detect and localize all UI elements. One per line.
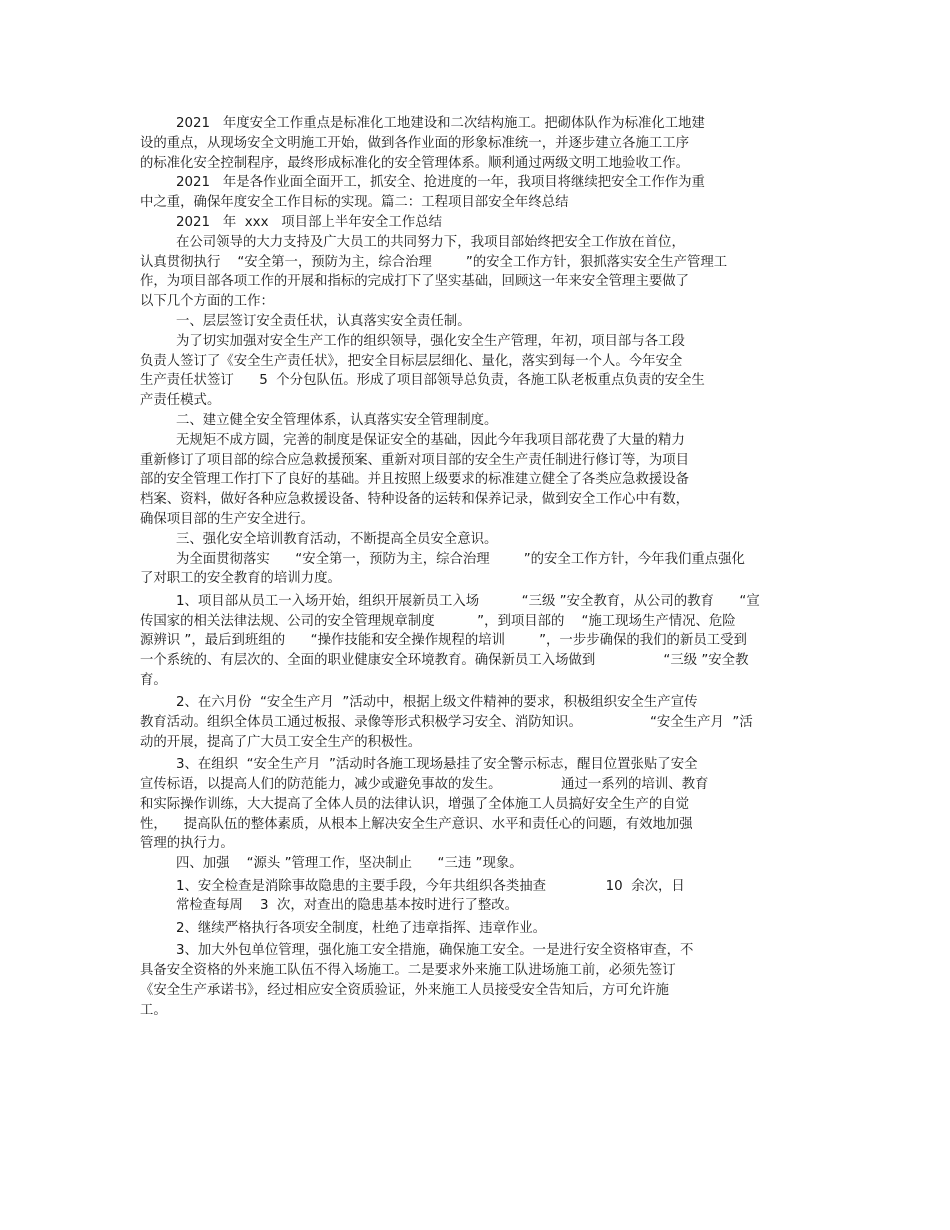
document-line: 了对职工的安全教育的培训力度。 xyxy=(140,571,341,587)
document-line: 2、在六月份 “安全生产月 ”活动中，根据上级文件精神的要求，积极组织安全生产宣传 xyxy=(176,695,698,711)
document-line: 部的安全管理工作打下了良好的基础。并且按照上级要求的标准建立健全了各类应急救援设备 xyxy=(140,472,690,488)
document-line: 3、加大外包单位管理，强化施工安全措施，确保施工安全。一是进行安全资格审查，不 xyxy=(176,943,694,959)
document-line: 负责人签订了《安全生产责任状》，把安全目标层层细化、量化，落实到每一个人。今年安全 xyxy=(140,353,683,369)
document-line: 具备安全资格的外来施工队伍不得入场施工。二是要求外来施工队进场施工前，必须先签订 xyxy=(140,963,676,979)
document-line: 管理的执行力。 xyxy=(140,836,234,852)
document-line: 作，为项目部各项工作的开展和指标的完成打下了坚实基础，回顾这一年来安全管理主要做了 xyxy=(140,274,690,290)
document-line: 1、项目部从员工一入场开始，组织开展新员工入场 “三级 ”安全教育，从公司的教育 “宣 xyxy=(176,593,760,609)
document-line: 生产责任状签订 5 个分包队伍。形成了项目部领导总负责，各施工队老板重点负责的安全生 xyxy=(140,373,705,389)
document-line: 一、层层签订安全责任状，认真落实安全责任制。 xyxy=(176,313,471,329)
document-line: 档案、资料，做好各种应急救援设备、特种设备的运转和保养记录，做到安全工作心中有数， xyxy=(140,492,690,508)
document-line: 和实际操作训练，大大提高了全体人员的法律认识，增强了全体施工人员搞好安全生产的自觉 xyxy=(140,796,690,812)
document-line: 设的重点，从现场安全文明施工开始，做到各作业面的形象标准统一，并逐步建立各施工工序 xyxy=(140,135,690,151)
document-line: 《安全生产承诺书》，经过相应安全资质验证，外来施工人员接受安全告知后，方可允许施 xyxy=(140,982,669,998)
document-line: 四、加强 “源头 ”管理工作，坚决制止 “三违 ”现象。 xyxy=(176,856,523,872)
document-line: 性， 提高队伍的整体素质，从根本上解决安全生产意识、水平和责任心的问题，有效地加强 xyxy=(140,816,693,832)
document-line: 二、建立健全安全管理体系，认真落实安全管理制度。 xyxy=(176,412,498,428)
document-line: 为了切实加强对安全生产工作的组织领导，强化安全生产管理，年初，项目部与各工段 xyxy=(176,333,685,349)
document-line: 以下几个方面的工作： xyxy=(140,294,274,310)
document-line: 的标准化安全控制程序，最终形成标准化的安全管理体系。顺利通过两级文明工地验收工作。 xyxy=(140,155,690,171)
document-line: 3、在组织 “安全生产月 ”活动时各施工现场悬挂了安全警示标志，醒目位置张贴了安全 xyxy=(176,757,698,773)
document-body xyxy=(140,114,812,1020)
document-line: 产责任模式。 xyxy=(140,393,221,409)
document-line: 在公司领导的大力支持及广大员工的共同努力下，我项目部始终把安全工作放在首位， xyxy=(176,234,685,250)
document-line: 育。 xyxy=(140,672,167,688)
document-line: 中之重，确保年度安全工作目标的实现。篇二：工程项目部安全年终总结 xyxy=(140,195,569,211)
document-line: 1、安全检查是消除事故隐患的主要手段，今年共组织各类抽查 10 余次，日 xyxy=(176,878,685,894)
document-line: 源辨识 ”，最后到班组的 “操作技能和安全操作规程的培训 ”，一步步确保的我们的新员工受到 xyxy=(140,633,747,649)
document-line: 宣传标语，以提高人们的防范能力，减少或避免事故的发生。 通过一系列的培训、教育 xyxy=(140,777,709,793)
document-line: 认真贯彻执行 “安全第一，预防为主，综合治理 ”的安全工作方针，狠抓落实安全生产管理工 xyxy=(140,254,728,270)
document-line: 重新修订了项目部的综合应急救援预案、重新对项目部的安全生产责任制进行修订等，为项目 xyxy=(140,452,690,468)
document-line: 2、继续严格执行各项安全制度，杜绝了违章指挥、违章作业。 xyxy=(176,920,547,936)
document-line: 2021 年是各作业面全面开工，抓安全、抢进度的一年，我项目将继续把安全工作作为重 xyxy=(176,175,705,191)
document-line: 传国家的相关法律法规、公司的安全管理规章制度 ”，到项目部的 “施工现场生产情况、危险 xyxy=(140,613,736,629)
document-line: 2021 年度安全工作重点是标准化工地建设和二次结构施工。把砌体队作为标准化工地建 xyxy=(176,116,705,131)
document-line: 常检查每周 3 次，对查出的隐患基本按时进行了整改。 xyxy=(176,898,519,914)
document-line: 教育活动。组织全体员工通过板报、录像等形式积极学习安全、消防知识。 “安全生产月 ”活 xyxy=(140,715,753,731)
document-line: 一个系统的、有层次的、全面的职业健康安全环境教育。确保新员工入场做到 “三级 ”安全教 xyxy=(140,653,749,669)
document-line: 确保项目部的生产安全进行。 xyxy=(140,511,315,527)
document-line: 动的开展，提高了广大员工安全生产的积极性。 xyxy=(140,734,422,750)
document-line: 工。 xyxy=(140,1002,167,1018)
document-line: 2021 年 xxx 项目部上半年安全工作总结 xyxy=(176,214,442,230)
document-line: 为全面贯彻落实 “安全第一，预防为主，综合治理 ”的安全工作方针，今年我们重点强化 xyxy=(176,551,745,567)
document-line: 无规矩不成方圆，完善的制度是保证安全的基础，因此今年我项目部花费了大量的精力 xyxy=(176,432,685,448)
document-line: 三、强化安全培训教育活动，不断提高全员安全意识。 xyxy=(176,531,498,547)
